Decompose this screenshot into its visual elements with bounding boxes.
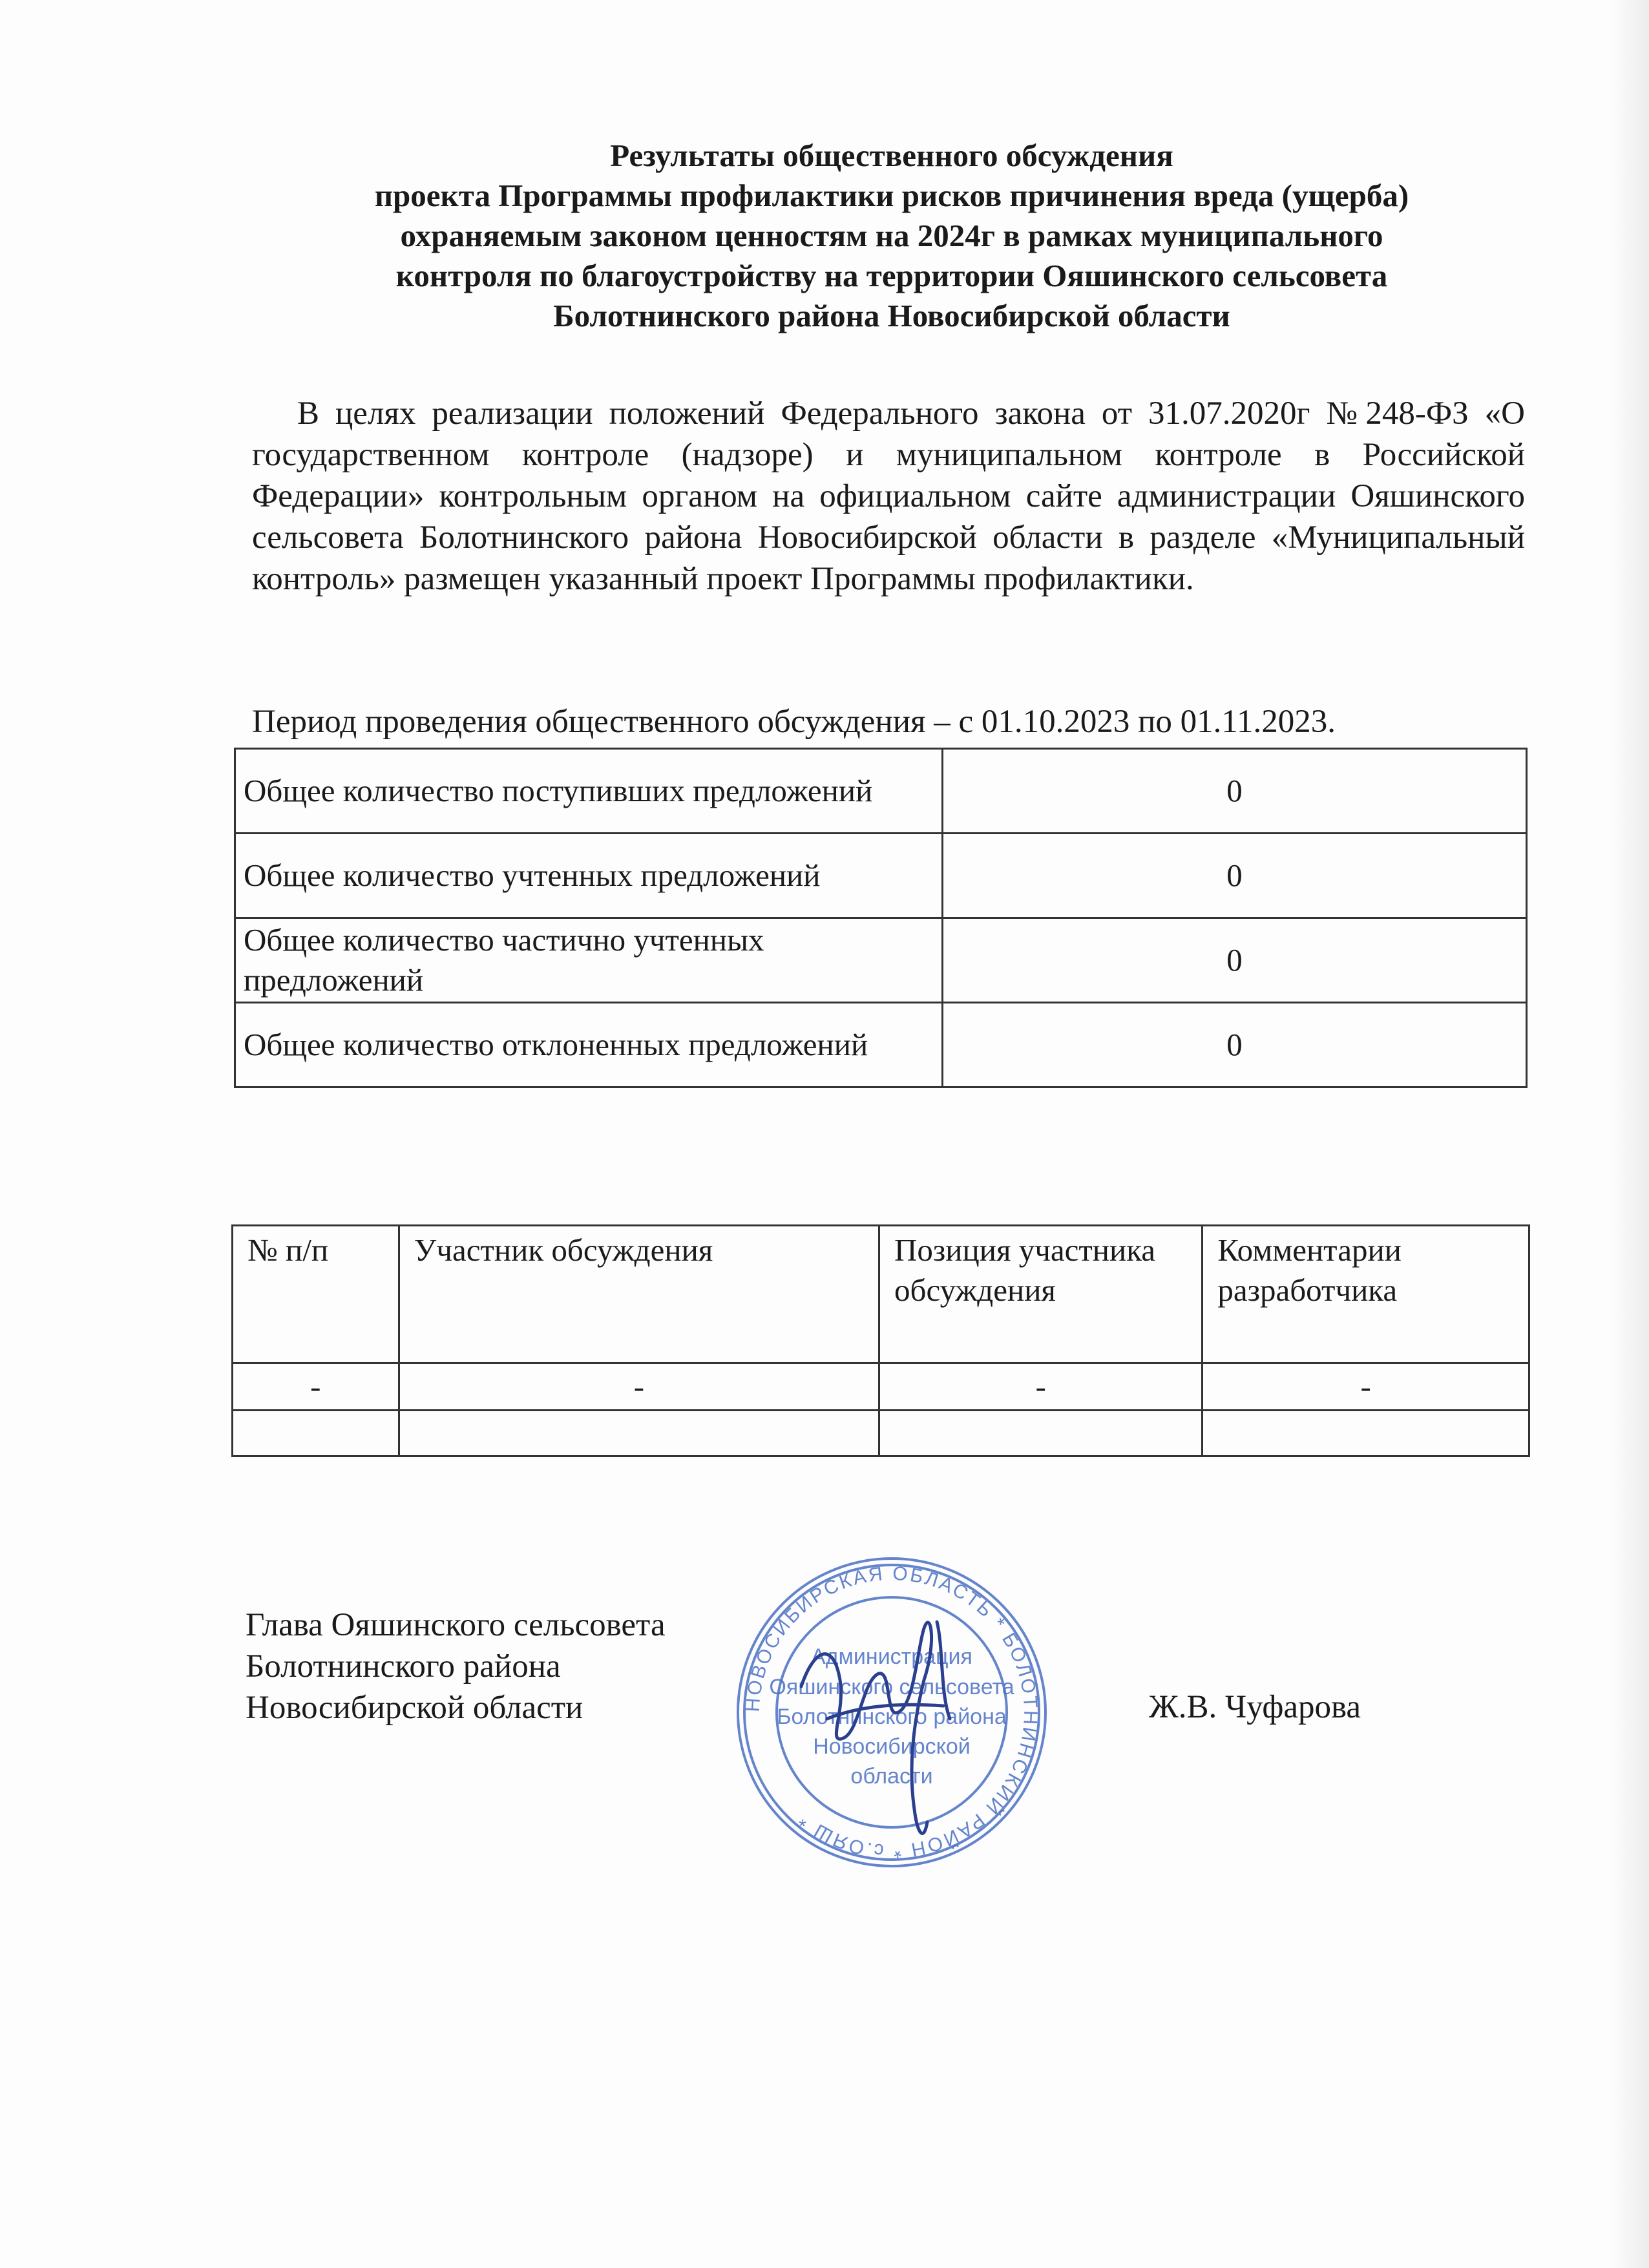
summary-value: 0 bbox=[943, 749, 1527, 834]
table-cell: - bbox=[879, 1363, 1203, 1411]
summary-table bbox=[234, 748, 1528, 1088]
table-row bbox=[233, 1411, 1529, 1456]
table-row bbox=[235, 834, 1527, 918]
table-cell: - bbox=[233, 1363, 399, 1411]
signatory-position-line: Глава Ояшинского сельсовета bbox=[246, 1607, 666, 1643]
stamp-inner-line: Новосибирской bbox=[813, 1734, 971, 1759]
title-line: охраняемым законом ценностям на 2024г в рамках муниципального bbox=[400, 218, 1383, 253]
discussion-period: Период проведения общественного обсуждения – с 01.10.2023 по 01.11.2023. bbox=[252, 704, 1336, 740]
document-title bbox=[252, 136, 1531, 336]
column-header-comments: Комментарии разработчика bbox=[1203, 1226, 1529, 1363]
table-cell: - bbox=[1203, 1363, 1529, 1411]
signatory-position-line: Новосибирской области bbox=[246, 1690, 583, 1726]
signatory-name: Ж.В. Чуфарова bbox=[1149, 1689, 1361, 1725]
stamp-inner-line: Администрация bbox=[811, 1644, 972, 1669]
participants-table bbox=[231, 1224, 1530, 1457]
column-header-participant: Участник обсуждения bbox=[399, 1226, 879, 1363]
table-cell bbox=[1203, 1411, 1529, 1456]
table-header-row bbox=[233, 1226, 1529, 1363]
table-row bbox=[233, 1363, 1529, 1411]
summary-value: 0 bbox=[943, 1003, 1527, 1087]
title-line: проекта Программы профилактики рисков причинения вреда (ущерба) bbox=[374, 178, 1409, 213]
title-line: Результаты общественного обсуждения bbox=[610, 138, 1173, 173]
summary-label: Общее количество частично учтенных предложений bbox=[235, 918, 943, 1003]
column-header-number: № п/п bbox=[233, 1226, 399, 1363]
intro-paragraph: В целях реализации положений Федерального закона от 31.07.2020г №248-ФЗ «О государственном контроле (надзоре) и муниципальном контроле в Российской Федерации» контрольным органом на официальном сайте администрации Ояшинского сельсовета Болотнинского района Новосибирской области в разделе «Муниципальный контроль» размещен указанный проект Программы профилактики. bbox=[252, 395, 1525, 597]
table-cell bbox=[233, 1411, 399, 1456]
summary-label: Общее количество отклоненных предложений bbox=[235, 1003, 943, 1087]
title-line: контроля по благоустройству на территории Ояшинского сельсовета bbox=[395, 258, 1388, 293]
table-row bbox=[235, 918, 1527, 1003]
table-row bbox=[235, 749, 1527, 834]
table-cell: - bbox=[399, 1363, 879, 1411]
stamp-inner-line: Ояшинского сельсовета bbox=[769, 1675, 1014, 1699]
signatory-position bbox=[246, 1604, 666, 1728]
table-row bbox=[235, 1003, 1527, 1087]
stamp-outer-text: НОВОСИБИРСКАЯ ОБЛАСТЬ * БОЛОТНИНСКИЙ РАЙОН * с.ОЯШ * bbox=[742, 1562, 1042, 1862]
official-stamp bbox=[730, 1551, 1053, 1874]
table-cell bbox=[399, 1411, 879, 1456]
stamp-inner-line: области bbox=[850, 1764, 933, 1789]
title-line: Болотнинского района Новосибирской области bbox=[553, 298, 1230, 333]
stamp-inner-line: Болотнинского района bbox=[777, 1705, 1007, 1729]
summary-value: 0 bbox=[943, 834, 1527, 918]
summary-label: Общее количество учтенных предложений bbox=[235, 834, 943, 918]
table-cell bbox=[879, 1411, 1203, 1456]
summary-label: Общее количество поступивших предложений bbox=[235, 749, 943, 834]
scan-edge-shadow bbox=[1610, 0, 1649, 2268]
summary-value: 0 bbox=[943, 918, 1527, 1003]
column-header-position: Позиция участника обсуждения bbox=[879, 1226, 1203, 1363]
signatory-position-line: Болотнинского района bbox=[246, 1648, 561, 1685]
